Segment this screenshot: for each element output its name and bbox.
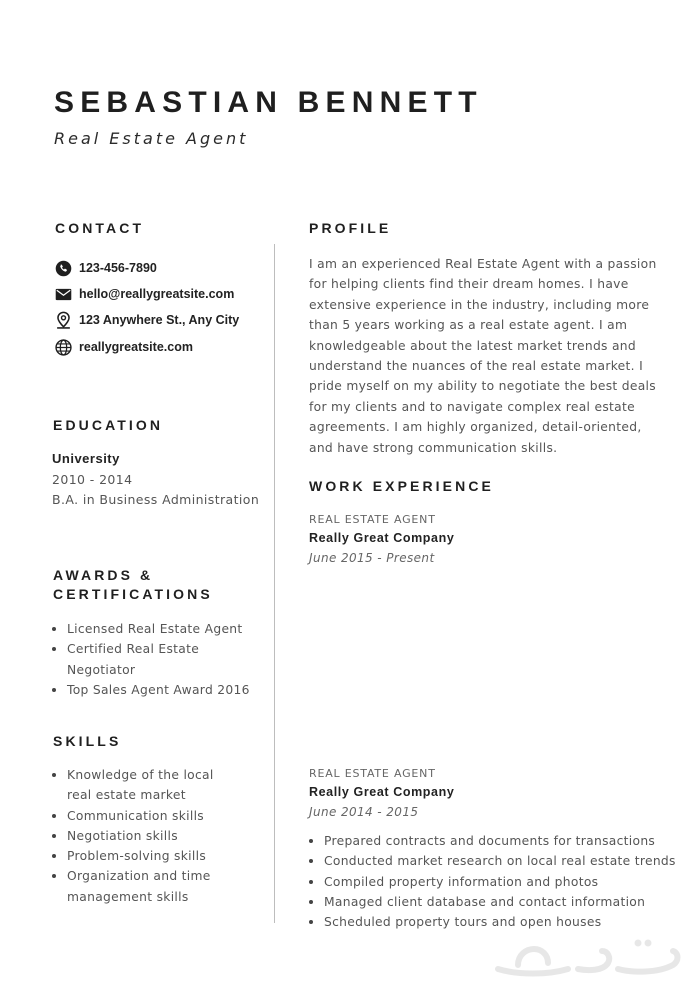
list-item: Prepared contracts and documents for transactions [309,831,679,851]
contact-heading: CONTACT [55,220,145,236]
resume-name: SEBASTIAN BENNETT [54,86,483,119]
profile-heading: PROFILE [309,220,392,236]
contact-phone [54,258,157,278]
list-item: Managed client database and contact information [309,892,679,912]
contact-email-text: hello@reallygreatsite.com [79,287,235,301]
awards-heading-line2: CERTIFICATIONS [53,586,213,602]
profile-text: I am an experienced Real Estate Agent with a passion for helping clients find their dream homes. I have extensive experience in the industry, including more than 5 years working as a real estate agent. I am knowledgeable about the latest market trends and understand the nuances of the real estate market. I pride myself on my ability to negotiate the best deals for my clients and to navigate complex real estate agreements. I am highly organized, detail-oriented, and have strong communication skills. [309,257,657,455]
job-2-period: June 2014 - 2015 [309,805,419,819]
job-1-period: June 2015 - Present [309,551,435,565]
list-item: Conducted market research on local real estate trends [309,851,679,871]
list-item: Negotiation skills [52,826,242,846]
job-2-bullets [309,831,679,932]
education-degree: B.A. in Business Administration [52,492,260,507]
list-item: Licensed Real Estate Agent [52,619,267,639]
email-icon [54,285,72,303]
skills-list [52,765,242,907]
contact-website [54,337,193,357]
contact-address-text: 123 Anywhere St., Any City [79,313,240,327]
column-divider [274,244,275,923]
list-item: Knowledge of the local real estate market [52,765,242,806]
job-1-company: Really Great Company [309,531,455,545]
contact-email [54,284,234,304]
contact-address [54,310,239,330]
watermark-logo [488,935,688,981]
work-experience-heading: WORK EXPERIENCE [309,478,494,494]
list-item: Organization and time management skills [52,866,242,907]
job-2-company: Really Great Company [309,785,455,799]
awards-heading-line1: AWARDS & [53,567,154,583]
contact-website-text: reallygreatsite.com [79,340,193,354]
contact-phone-text: 123-456-7890 [79,261,157,275]
list-item: Top Sales Agent Award 2016 [52,680,267,700]
list-item: Certified Real Estate Negotiator [52,639,267,680]
phone-icon [54,259,72,277]
job-2-role: REAL ESTATE AGENT [309,767,436,780]
list-item: Communication skills [52,806,242,826]
awards-heading [53,566,213,604]
globe-icon [54,338,72,356]
list-item: Compiled property information and photos [309,872,679,892]
education-years: 2010 - 2014 [52,472,133,487]
job-1-role: REAL ESTATE AGENT [309,513,436,526]
education-school: University [52,451,120,466]
list-item: Problem-solving skills [52,846,242,866]
location-pin-icon [54,311,72,329]
awards-list [52,619,267,700]
resume-job-title: Real Estate Agent [54,129,249,148]
skills-heading: SKILLS [53,733,122,749]
education-heading: EDUCATION [53,417,164,433]
list-item: Scheduled property tours and open houses [309,912,679,932]
